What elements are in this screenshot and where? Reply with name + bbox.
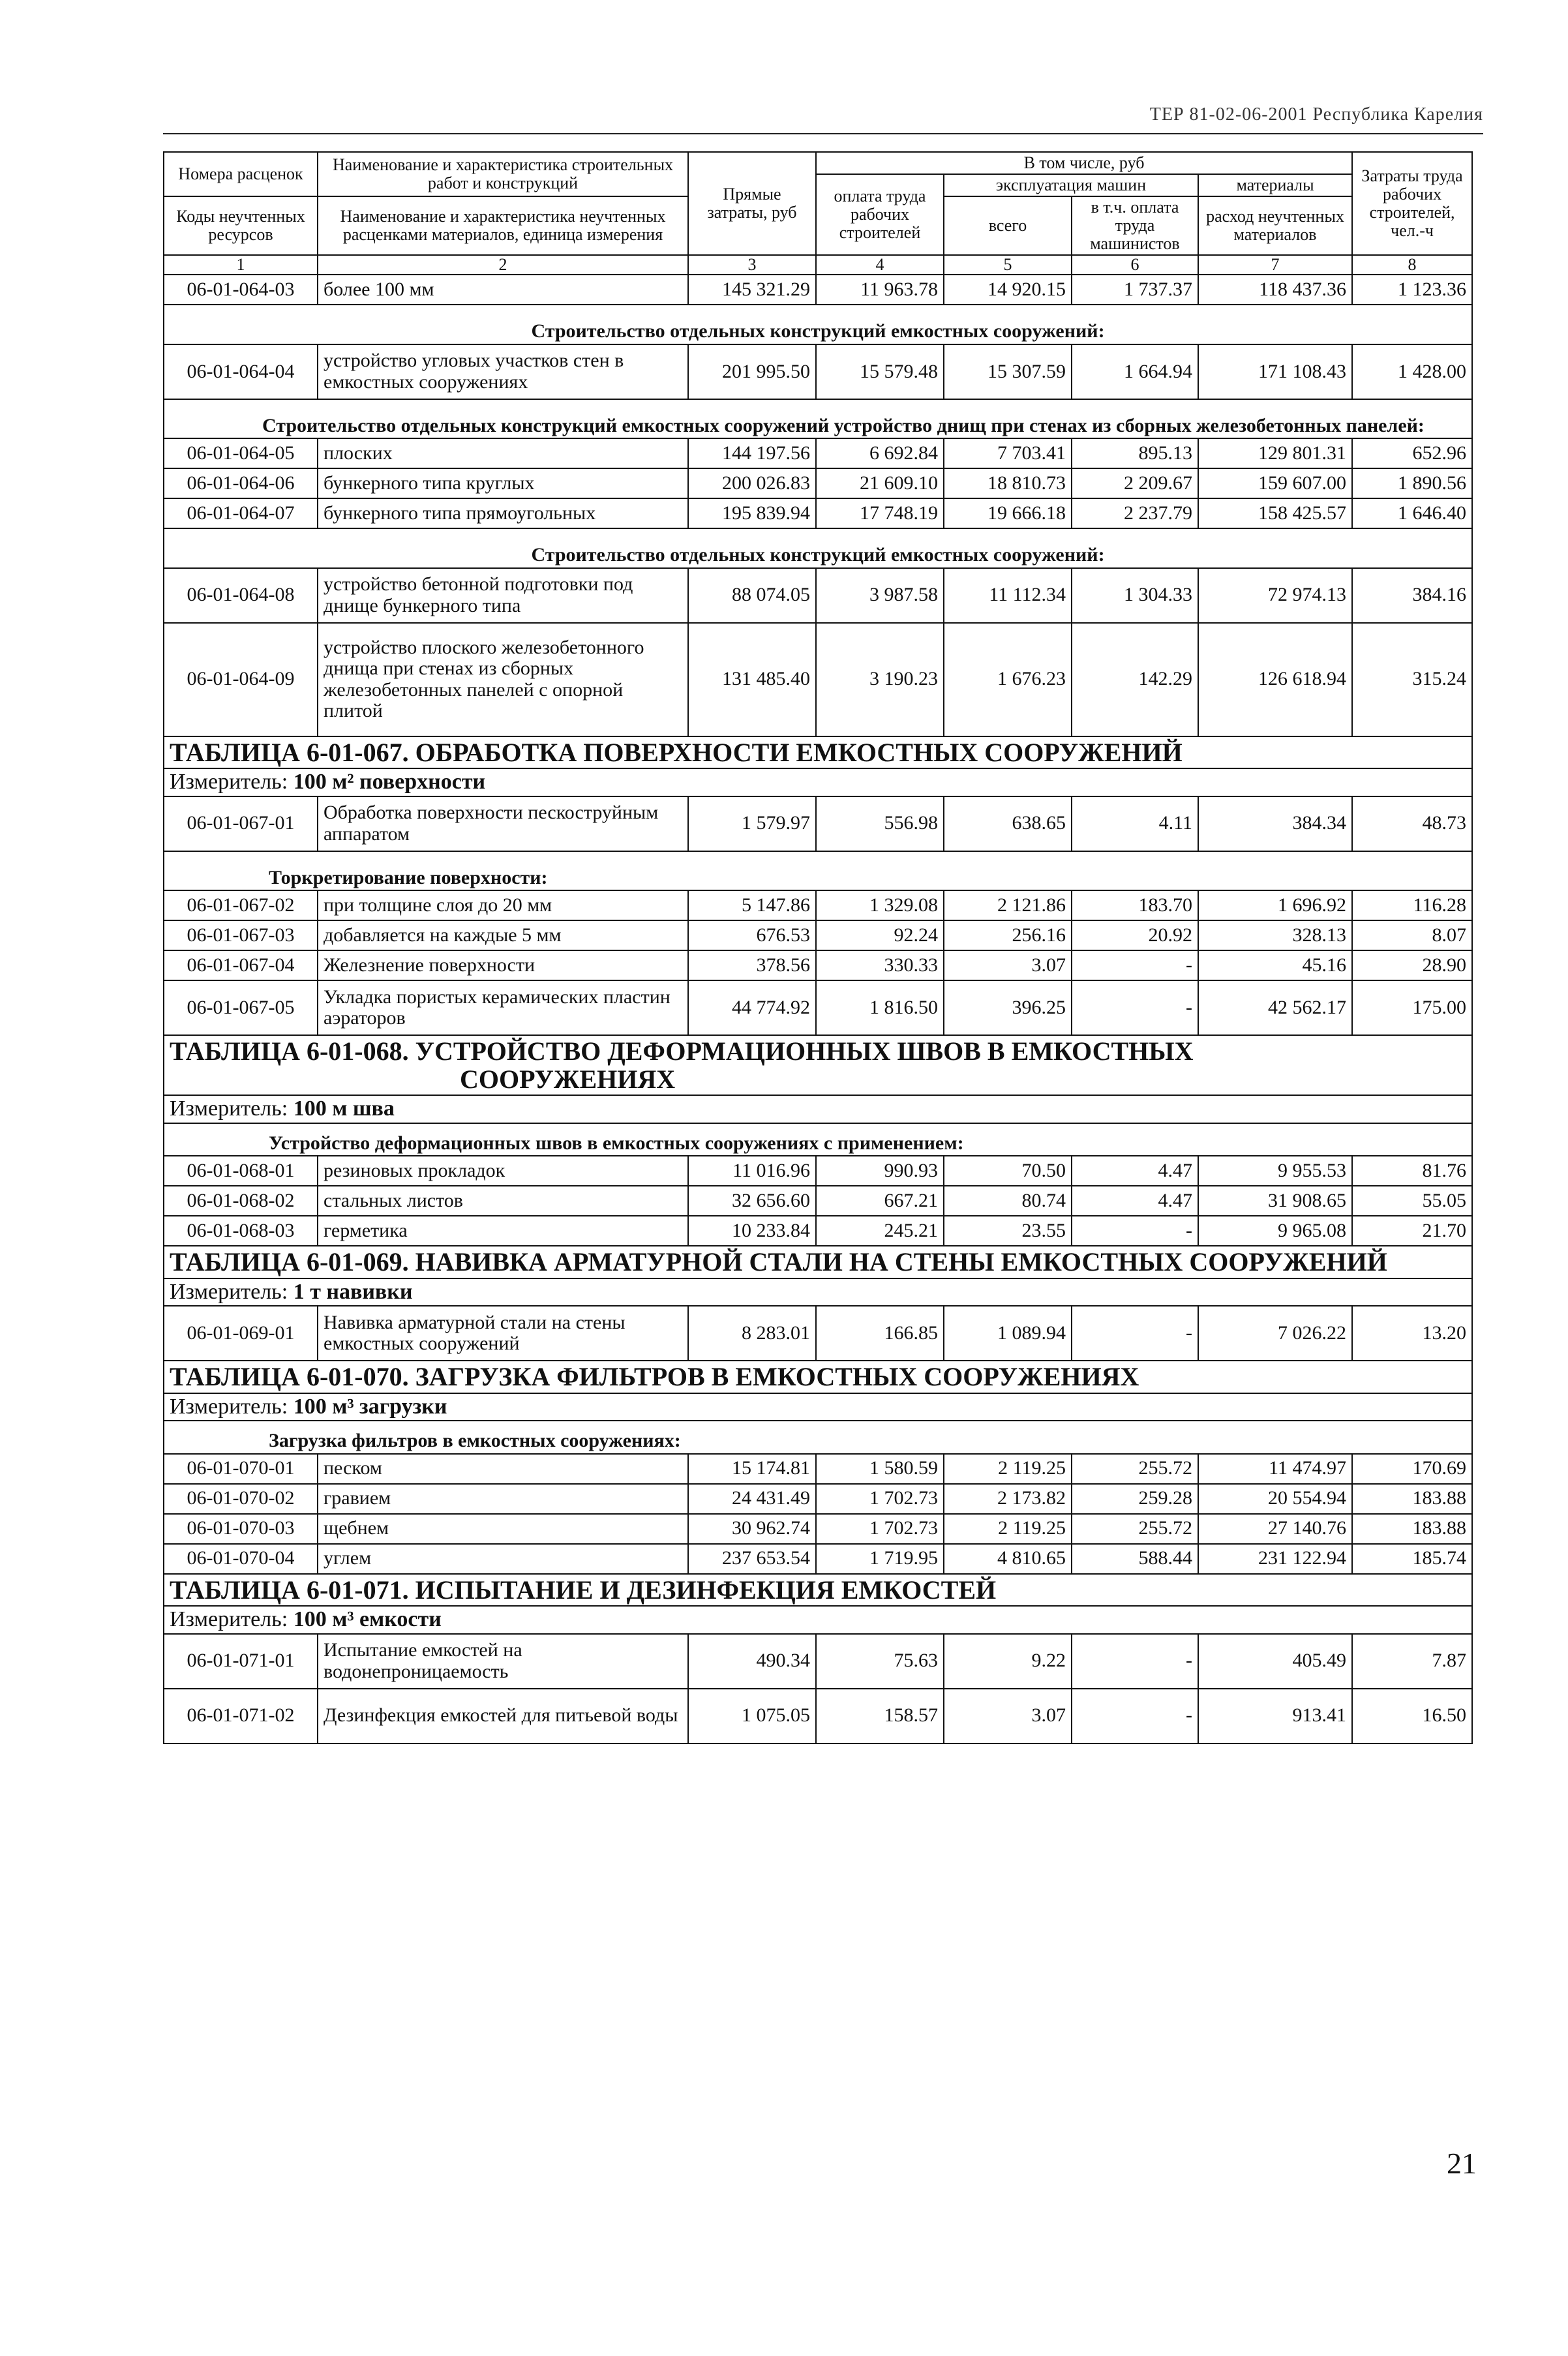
cell-rate-code: 06-01-068-02 bbox=[164, 1186, 318, 1216]
col-index-7: 7 bbox=[1198, 255, 1352, 275]
cell-direct-costs: 1 579.97 bbox=[688, 796, 816, 851]
cell-machines-total: 2 119.25 bbox=[944, 1514, 1072, 1544]
cell-materials-cost: 384.34 bbox=[1198, 796, 1352, 851]
cell-labor-pay: 11 963.78 bbox=[816, 275, 944, 305]
cell-work-name: Укладка пористых керамических пластин аэраторов bbox=[318, 980, 688, 1035]
cell-labor-hours: 48.73 bbox=[1352, 796, 1472, 851]
table-row bbox=[164, 1544, 1472, 1574]
cell-direct-costs: 24 431.49 bbox=[688, 1484, 816, 1514]
cell-labor-pay: 1 702.73 bbox=[816, 1484, 944, 1514]
cell-direct-costs: 8 283.01 bbox=[688, 1306, 816, 1361]
cell-operators-pay: 255.72 bbox=[1072, 1454, 1198, 1484]
cell-labor-pay: 158.57 bbox=[816, 1689, 944, 1744]
measure-label: Измеритель: bbox=[170, 1279, 294, 1304]
col-group-including: В том числе, руб bbox=[816, 152, 1352, 174]
cell-machines-total: 1 676.23 bbox=[944, 623, 1072, 736]
cell-rate-code: 06-01-070-01 bbox=[164, 1454, 318, 1484]
rates-sheet bbox=[163, 151, 1471, 1744]
cell-labor-hours: 652.96 bbox=[1352, 438, 1472, 468]
table-title-070: ТАБЛИЦА 6-01-070. ЗАГРУЗКА ФИЛЬТРОВ В ЕМКОСТНЫХ СООРУЖЕНИЯХ bbox=[164, 1361, 1472, 1393]
page-header-code: ТЕР 81-02-06-2001 Республика Карелия bbox=[1149, 104, 1483, 125]
cell-machines-total: 7 703.41 bbox=[944, 438, 1072, 468]
cell-materials-cost: 913.41 bbox=[1198, 1689, 1352, 1744]
cell-machines-total: 2 121.86 bbox=[944, 890, 1072, 920]
cell-labor-pay: 1 816.50 bbox=[816, 980, 944, 1035]
cell-machines-total: 14 920.15 bbox=[944, 275, 1072, 305]
cell-labor-hours: 8.07 bbox=[1352, 920, 1472, 950]
cell-work-name: резиновых прокладок bbox=[318, 1156, 688, 1186]
cell-rate-code: 06-01-070-02 bbox=[164, 1484, 318, 1514]
cell-labor-pay: 990.93 bbox=[816, 1156, 944, 1186]
cell-work-name: при толщине слоя до 20 мм bbox=[318, 890, 688, 920]
cell-operators-pay: 4.11 bbox=[1072, 796, 1198, 851]
cell-machines-total: 9.22 bbox=[944, 1634, 1072, 1689]
cell-machines-total: 3.07 bbox=[944, 950, 1072, 980]
cell-work-name: углем bbox=[318, 1544, 688, 1574]
table-row bbox=[164, 1216, 1472, 1246]
cell-labor-pay: 245.21 bbox=[816, 1216, 944, 1246]
table-row bbox=[164, 1186, 1472, 1216]
cell-rate-code: 06-01-070-03 bbox=[164, 1514, 318, 1544]
cell-machines-total: 4 810.65 bbox=[944, 1544, 1072, 1574]
cell-labor-hours: 183.88 bbox=[1352, 1484, 1472, 1514]
col-group-machines: эксплуатация машин bbox=[944, 174, 1198, 196]
cell-direct-costs: 1 075.05 bbox=[688, 1689, 816, 1744]
measure-label: Измеритель: bbox=[170, 769, 294, 794]
cell-direct-costs: 32 656.60 bbox=[688, 1186, 816, 1216]
cell-machines-total: 15 307.59 bbox=[944, 344, 1072, 399]
cell-rate-code: 06-01-064-08 bbox=[164, 568, 318, 623]
cell-work-name: бункерного типа круглых bbox=[318, 468, 688, 498]
cell-labor-hours: 13.20 bbox=[1352, 1306, 1472, 1361]
rates-table bbox=[163, 151, 1473, 1744]
cell-labor-hours: 16.50 bbox=[1352, 1689, 1472, 1744]
measure-value: 1 т навивки bbox=[293, 1279, 413, 1304]
measure-unit-069 bbox=[164, 1278, 1472, 1306]
cell-labor-pay: 1 702.73 bbox=[816, 1514, 944, 1544]
cell-rate-code: 06-01-068-01 bbox=[164, 1156, 318, 1186]
cell-labor-hours: 1 123.36 bbox=[1352, 275, 1472, 305]
cell-work-name: Испытание емкостей на водонепроницаемость bbox=[318, 1634, 688, 1689]
cell-labor-pay: 15 579.48 bbox=[816, 344, 944, 399]
cell-materials-cost: 72 974.13 bbox=[1198, 568, 1352, 623]
cell-machines-total: 11 112.34 bbox=[944, 568, 1072, 623]
table-title-068 bbox=[164, 1035, 1472, 1095]
measure-unit-070 bbox=[164, 1393, 1472, 1421]
section-heading: Строительство отдельных конструкций емкостных сооружений: bbox=[164, 528, 1472, 567]
cell-labor-hours: 28.90 bbox=[1352, 950, 1472, 980]
cell-operators-pay: - bbox=[1072, 980, 1198, 1035]
table-row bbox=[164, 1484, 1472, 1514]
col-resource-codes: Коды неучтенных ресурсов bbox=[164, 196, 318, 255]
cell-operators-pay: 1 304.33 bbox=[1072, 568, 1198, 623]
header-row-1 bbox=[164, 152, 1472, 174]
measure-value: 100 м шва bbox=[293, 1096, 395, 1121]
col-material-usage: расход неучтенных материалов bbox=[1198, 196, 1352, 255]
col-work-name: Наименование и характеристика строительных работ и конструкций bbox=[318, 152, 688, 196]
cell-machines-total: 3.07 bbox=[944, 1689, 1072, 1744]
cell-rate-code: 06-01-067-03 bbox=[164, 920, 318, 950]
col-material-name: Наименование и характеристика неучтенных расценками материалов, единица измерения bbox=[318, 196, 688, 255]
cell-rate-code: 06-01-069-01 bbox=[164, 1306, 318, 1361]
col-index-3: 3 bbox=[688, 255, 816, 275]
cell-labor-pay: 556.98 bbox=[816, 796, 944, 851]
cell-labor-hours: 1 428.00 bbox=[1352, 344, 1472, 399]
cell-labor-hours: 81.76 bbox=[1352, 1156, 1472, 1186]
cell-labor-pay: 6 692.84 bbox=[816, 438, 944, 468]
cell-direct-costs: 676.53 bbox=[688, 920, 816, 950]
cell-materials-cost: 126 618.94 bbox=[1198, 623, 1352, 736]
measure-unit-067 bbox=[164, 768, 1472, 796]
col-index-5: 5 bbox=[944, 255, 1072, 275]
cell-materials-cost: 42 562.17 bbox=[1198, 980, 1352, 1035]
table-title-068-line2: СООРУЖЕНИЯХ bbox=[460, 1065, 676, 1095]
col-index-4: 4 bbox=[816, 255, 944, 275]
cell-direct-costs: 490.34 bbox=[688, 1634, 816, 1689]
cell-work-name: бункерного типа прямоугольных bbox=[318, 498, 688, 528]
cell-direct-costs: 15 174.81 bbox=[688, 1454, 816, 1484]
table-row bbox=[164, 1454, 1472, 1484]
measure-unit-071 bbox=[164, 1606, 1472, 1634]
section-heading: Загрузка фильтров в емкостных сооружениях: bbox=[164, 1421, 1472, 1453]
col-direct-costs: Прямые затраты, руб bbox=[688, 152, 816, 255]
col-operators-pay: в т.ч. оплата труда машинистов bbox=[1072, 196, 1198, 255]
table-title-071: ТАБЛИЦА 6-01-071. ИСПЫТАНИЕ И ДЕЗИНФЕКЦИЯ ЕМКОСТЕЙ bbox=[164, 1574, 1472, 1606]
cell-machines-total: 638.65 bbox=[944, 796, 1072, 851]
cell-direct-costs: 5 147.86 bbox=[688, 890, 816, 920]
measure-value: 100 м³ загрузки bbox=[293, 1394, 447, 1419]
cell-machines-total: 19 666.18 bbox=[944, 498, 1072, 528]
cell-labor-pay: 92.24 bbox=[816, 920, 944, 950]
cell-operators-pay: 259.28 bbox=[1072, 1484, 1198, 1514]
section-heading: Строительство отдельных конструкций емкостных сооружений: bbox=[164, 305, 1472, 344]
col-machines-total: всего bbox=[944, 196, 1072, 255]
cell-materials-cost: 7 026.22 bbox=[1198, 1306, 1352, 1361]
cell-labor-pay: 3 987.58 bbox=[816, 568, 944, 623]
cell-work-name: щебнем bbox=[318, 1514, 688, 1544]
measure-label: Измеритель: bbox=[170, 1096, 294, 1121]
cell-labor-hours: 1 890.56 bbox=[1352, 468, 1472, 498]
cell-materials-cost: 1 696.92 bbox=[1198, 890, 1352, 920]
col-index-2: 2 bbox=[318, 255, 688, 275]
cell-operators-pay: 4.47 bbox=[1072, 1186, 1198, 1216]
cell-labor-hours: 384.16 bbox=[1352, 568, 1472, 623]
col-labor-hours: Затраты труда рабочих строителей, чел.-ч bbox=[1352, 152, 1472, 255]
cell-work-name: Обработка поверхности пескоструйным аппаратом bbox=[318, 796, 688, 851]
cell-labor-hours: 116.28 bbox=[1352, 890, 1472, 920]
cell-materials-cost: 11 474.97 bbox=[1198, 1454, 1352, 1484]
cell-labor-pay: 21 609.10 bbox=[816, 468, 944, 498]
cell-direct-costs: 44 774.92 bbox=[688, 980, 816, 1035]
table-row bbox=[164, 1514, 1472, 1544]
cell-labor-pay: 75.63 bbox=[816, 1634, 944, 1689]
section-heading: Устройство деформационных швов в емкостных сооружениях с применением: bbox=[164, 1123, 1472, 1156]
cell-operators-pay: - bbox=[1072, 1634, 1198, 1689]
cell-rate-code: 06-01-067-01 bbox=[164, 796, 318, 851]
cell-work-name: добавляется на каждые 5 мм bbox=[318, 920, 688, 950]
cell-direct-costs: 131 485.40 bbox=[688, 623, 816, 736]
header-rule bbox=[163, 133, 1483, 134]
cell-operators-pay: 588.44 bbox=[1072, 1544, 1198, 1574]
table-row bbox=[164, 468, 1472, 498]
cell-direct-costs: 144 197.56 bbox=[688, 438, 816, 468]
cell-direct-costs: 201 995.50 bbox=[688, 344, 816, 399]
cell-rate-code: 06-01-064-05 bbox=[164, 438, 318, 468]
cell-machines-total: 2 173.82 bbox=[944, 1484, 1072, 1514]
cell-work-name: более 100 мм bbox=[318, 275, 688, 305]
cell-rate-code: 06-01-067-04 bbox=[164, 950, 318, 980]
col-rate-numbers: Номера расценок bbox=[164, 152, 318, 196]
cell-materials-cost: 9 965.08 bbox=[1198, 1216, 1352, 1246]
cell-labor-hours: 170.69 bbox=[1352, 1454, 1472, 1484]
measure-value: 100 м² поверхности bbox=[293, 769, 486, 794]
table-row bbox=[164, 438, 1472, 468]
section-heading: Строительство отдельных конструкций емкостных сооружений устройство днищ при стенах из сборных железобетонных панелей: bbox=[164, 399, 1472, 438]
table-row bbox=[164, 950, 1472, 980]
col-index-1: 1 bbox=[164, 255, 318, 275]
cell-operators-pay: - bbox=[1072, 1689, 1198, 1744]
cell-materials-cost: 129 801.31 bbox=[1198, 438, 1352, 468]
cell-labor-pay: 1 719.95 bbox=[816, 1544, 944, 1574]
measure-value: 100 м³ емкости bbox=[293, 1607, 442, 1631]
cell-rate-code: 06-01-071-01 bbox=[164, 1634, 318, 1689]
cell-materials-cost: 9 955.53 bbox=[1198, 1156, 1352, 1186]
table-row bbox=[164, 1156, 1472, 1186]
cell-machines-total: 2 119.25 bbox=[944, 1454, 1072, 1484]
cell-labor-hours: 175.00 bbox=[1352, 980, 1472, 1035]
cell-labor-pay: 17 748.19 bbox=[816, 498, 944, 528]
cell-rate-code: 06-01-067-05 bbox=[164, 980, 318, 1035]
cell-rate-code: 06-01-064-06 bbox=[164, 468, 318, 498]
cell-materials-cost: 159 607.00 bbox=[1198, 468, 1352, 498]
cell-rate-code: 06-01-064-03 bbox=[164, 275, 318, 305]
cell-materials-cost: 27 140.76 bbox=[1198, 1514, 1352, 1544]
cell-operators-pay: - bbox=[1072, 950, 1198, 980]
table-row bbox=[164, 1306, 1472, 1361]
cell-work-name: устройство бетонной подготовки под днище бункерного типа bbox=[318, 568, 688, 623]
cell-materials-cost: 405.49 bbox=[1198, 1634, 1352, 1689]
cell-work-name: плоских bbox=[318, 438, 688, 468]
cell-machines-total: 70.50 bbox=[944, 1156, 1072, 1186]
cell-labor-hours: 183.88 bbox=[1352, 1514, 1472, 1544]
measure-label: Измеритель: bbox=[170, 1394, 294, 1419]
cell-operators-pay: 2 209.67 bbox=[1072, 468, 1198, 498]
table-row bbox=[164, 980, 1472, 1035]
cell-direct-costs: 10 233.84 bbox=[688, 1216, 816, 1246]
cell-labor-hours: 185.74 bbox=[1352, 1544, 1472, 1574]
measure-unit-068 bbox=[164, 1095, 1472, 1123]
col-index-6: 6 bbox=[1072, 255, 1198, 275]
page-number: 21 bbox=[1447, 2147, 1477, 2180]
cell-operators-pay: 142.29 bbox=[1072, 623, 1198, 736]
cell-labor-hours: 7.87 bbox=[1352, 1634, 1472, 1689]
cell-work-name: гравием bbox=[318, 1484, 688, 1514]
cell-labor-hours: 21.70 bbox=[1352, 1216, 1472, 1246]
cell-machines-total: 396.25 bbox=[944, 980, 1072, 1035]
cell-work-name: Дезинфекция емкостей для питьевой воды bbox=[318, 1689, 688, 1744]
cell-work-name: устройство угловых участков стен в емкостных сооружениях bbox=[318, 344, 688, 399]
measure-label: Измеритель: bbox=[170, 1607, 294, 1631]
cell-direct-costs: 11 016.96 bbox=[688, 1156, 816, 1186]
cell-operators-pay: 2 237.79 bbox=[1072, 498, 1198, 528]
col-index-8: 8 bbox=[1352, 255, 1472, 275]
cell-machines-total: 23.55 bbox=[944, 1216, 1072, 1246]
cell-materials-cost: 45.16 bbox=[1198, 950, 1352, 980]
cell-rate-code: 06-01-071-02 bbox=[164, 1689, 318, 1744]
cell-direct-costs: 30 962.74 bbox=[688, 1514, 816, 1544]
cell-direct-costs: 145 321.29 bbox=[688, 275, 816, 305]
column-index-row bbox=[164, 255, 1472, 275]
cell-labor-pay: 330.33 bbox=[816, 950, 944, 980]
cell-operators-pay: 4.47 bbox=[1072, 1156, 1198, 1186]
cell-materials-cost: 20 554.94 bbox=[1198, 1484, 1352, 1514]
cell-operators-pay: - bbox=[1072, 1216, 1198, 1246]
cell-materials-cost: 158 425.57 bbox=[1198, 498, 1352, 528]
cell-work-name: Навивка арматурной стали на стены емкостных сооружений bbox=[318, 1306, 688, 1361]
cell-operators-pay: - bbox=[1072, 1306, 1198, 1361]
table-row bbox=[164, 498, 1472, 528]
cell-materials-cost: 171 108.43 bbox=[1198, 344, 1352, 399]
table-row bbox=[164, 796, 1472, 851]
cell-direct-costs: 195 839.94 bbox=[688, 498, 816, 528]
cell-direct-costs: 237 653.54 bbox=[688, 1544, 816, 1574]
cell-rate-code: 06-01-070-04 bbox=[164, 1544, 318, 1574]
table-row bbox=[164, 1634, 1472, 1689]
cell-labor-hours: 1 646.40 bbox=[1352, 498, 1472, 528]
cell-labor-pay: 166.85 bbox=[816, 1306, 944, 1361]
cell-labor-pay: 1 329.08 bbox=[816, 890, 944, 920]
cell-materials-cost: 118 437.36 bbox=[1198, 275, 1352, 305]
cell-machines-total: 80.74 bbox=[944, 1186, 1072, 1216]
cell-materials-cost: 328.13 bbox=[1198, 920, 1352, 950]
cell-materials-cost: 31 908.65 bbox=[1198, 1186, 1352, 1216]
cell-work-name: устройство плоского железобетонного днища при стенах из сборных железобетонных панелей с опорной плитой bbox=[318, 623, 688, 736]
col-labor-pay: оплата труда рабочих строителей bbox=[816, 174, 944, 255]
cell-labor-pay: 3 190.23 bbox=[816, 623, 944, 736]
section-heading: Торкретирование поверхности: bbox=[164, 851, 1472, 890]
cell-operators-pay: 183.70 bbox=[1072, 890, 1198, 920]
cell-operators-pay: 1 664.94 bbox=[1072, 344, 1198, 399]
cell-direct-costs: 88 074.05 bbox=[688, 568, 816, 623]
table-title-067: ТАБЛИЦА 6-01-067. ОБРАБОТКА ПОВЕРХНОСТИ ЕМКОСТНЫХ СООРУЖЕНИЙ bbox=[164, 736, 1472, 768]
cell-rate-code: 06-01-068-03 bbox=[164, 1216, 318, 1246]
table-row bbox=[164, 623, 1472, 736]
cell-machines-total: 256.16 bbox=[944, 920, 1072, 950]
cell-operators-pay: 20.92 bbox=[1072, 920, 1198, 950]
cell-machines-total: 18 810.73 bbox=[944, 468, 1072, 498]
cell-operators-pay: 255.72 bbox=[1072, 1514, 1198, 1544]
table-row bbox=[164, 890, 1472, 920]
cell-labor-hours: 315.24 bbox=[1352, 623, 1472, 736]
cell-direct-costs: 200 026.83 bbox=[688, 468, 816, 498]
cell-work-name: герметика bbox=[318, 1216, 688, 1246]
cell-operators-pay: 895.13 bbox=[1072, 438, 1198, 468]
cell-operators-pay: 1 737.37 bbox=[1072, 275, 1198, 305]
cell-work-name: песком bbox=[318, 1454, 688, 1484]
cell-rate-code: 06-01-064-07 bbox=[164, 498, 318, 528]
cell-rate-code: 06-01-064-04 bbox=[164, 344, 318, 399]
cell-direct-costs: 378.56 bbox=[688, 950, 816, 980]
cell-work-name: Железнение поверхности bbox=[318, 950, 688, 980]
table-title-069: ТАБЛИЦА 6-01-069. НАВИВКА АРМАТУРНОЙ СТАЛИ НА СТЕНЫ ЕМКОСТНЫХ СООРУЖЕНИЙ bbox=[164, 1246, 1472, 1278]
cell-labor-hours: 55.05 bbox=[1352, 1186, 1472, 1216]
cell-labor-pay: 1 580.59 bbox=[816, 1454, 944, 1484]
cell-rate-code: 06-01-067-02 bbox=[164, 890, 318, 920]
cell-rate-code: 06-01-064-09 bbox=[164, 623, 318, 736]
cell-materials-cost: 231 122.94 bbox=[1198, 1544, 1352, 1574]
table-row bbox=[164, 344, 1472, 399]
cell-work-name: стальных листов bbox=[318, 1186, 688, 1216]
cell-machines-total: 1 089.94 bbox=[944, 1306, 1072, 1361]
col-group-materials: материалы bbox=[1198, 174, 1352, 196]
cell-labor-pay: 667.21 bbox=[816, 1186, 944, 1216]
table-title-068-line1: ТАБЛИЦА 6-01-068. УСТРОЙСТВО ДЕФОРМАЦИОННЫХ ШВОВ В ЕМКОСТНЫХ bbox=[170, 1036, 1194, 1066]
table-row bbox=[164, 1689, 1472, 1744]
table-row bbox=[164, 568, 1472, 623]
table-row bbox=[164, 920, 1472, 950]
table-row bbox=[164, 275, 1472, 305]
